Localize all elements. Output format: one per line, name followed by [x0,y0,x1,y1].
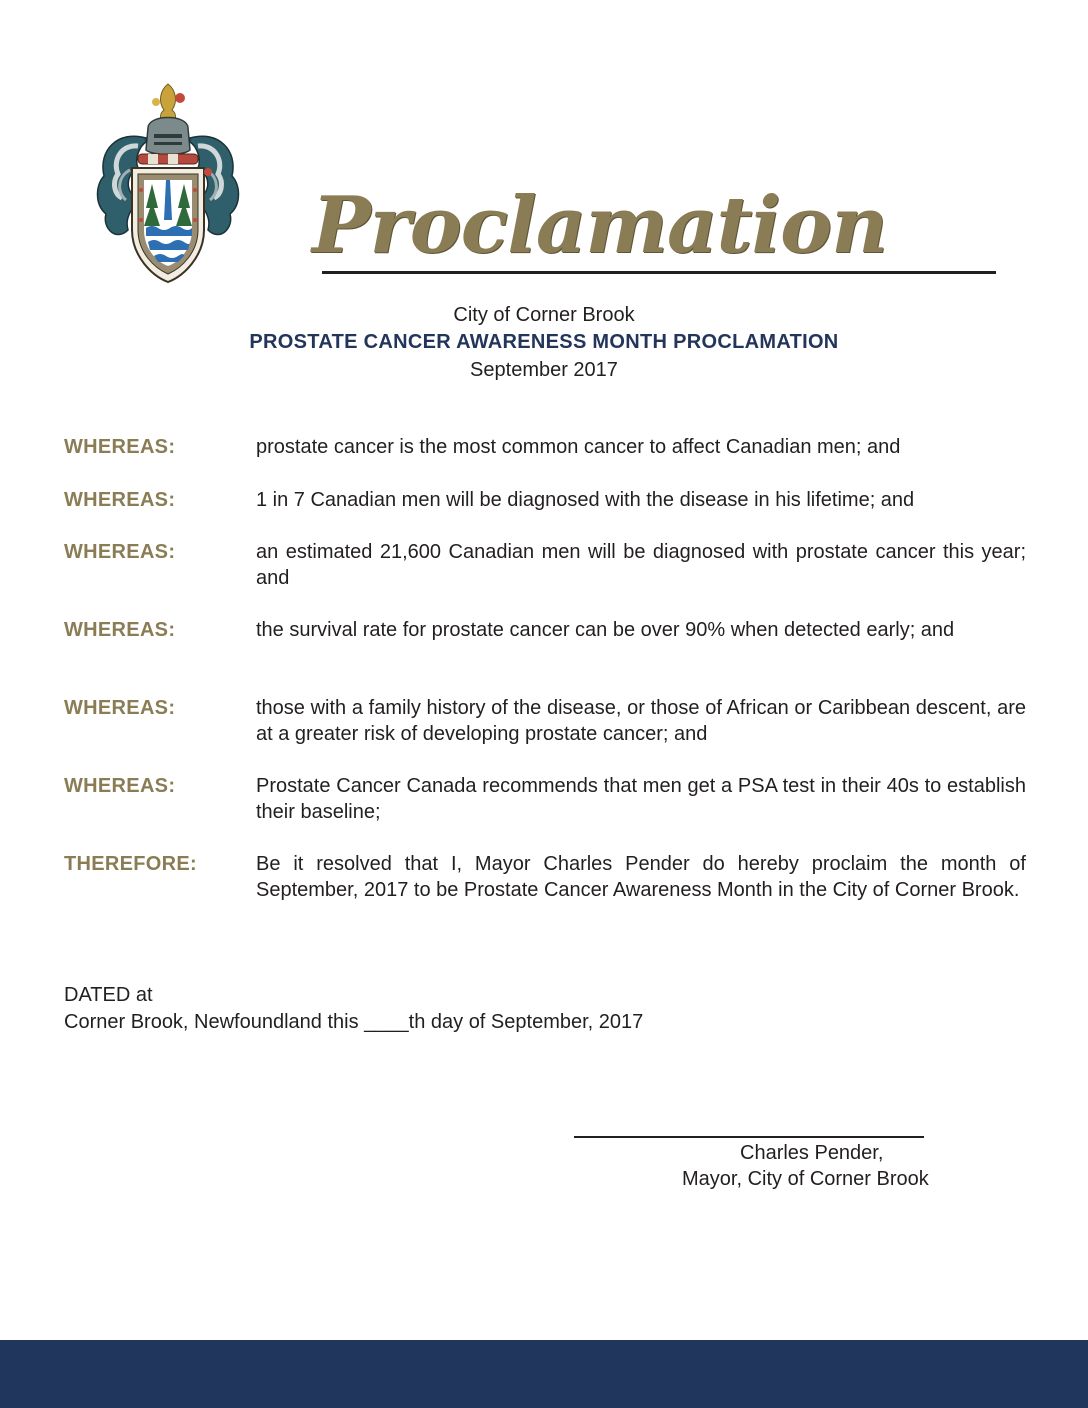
clause-label: WHEREAS: [64,775,176,797]
dated-line-2: Corner Brook, Newfoundland this ____th day of September, 2017 [64,1011,644,1033]
clause-text: prostate cancer is the most common cancer to affect Canadian men; and [256,436,901,458]
clause-label: WHEREAS: [64,619,176,641]
clause-label: WHEREAS: [64,541,176,563]
proclamation-title: PROSTATE CANCER AWARENESS MONTH PROCLAMATION [249,331,839,353]
footer-band [0,1340,1088,1408]
signatory-name: Charles Pender, [740,1142,884,1164]
document-title: Proclamation [312,180,887,271]
city-name: City of Corner Brook [453,304,635,326]
clause-text: the survival rate for prostate cancer can be over 90% when detected early; and [256,619,955,641]
signatory-title: Mayor, City of Corner Brook [682,1168,929,1190]
clause-label: WHEREAS: [64,436,176,458]
clause-text: Be it resolved that I, Mayor Charles Pender do hereby proclaim the month of September, 2017 to be Prostate Cancer Awareness Month in the City of Corner Brook. [256,853,1026,901]
proclamation-date: September 2017 [470,359,618,381]
clause-text: 1 in 7 Canadian men will be diagnosed with the disease in his lifetime; and [256,489,915,511]
coat-of-arms-icon [88,80,248,286]
title-divider [322,271,996,274]
signature-line [574,1136,924,1138]
clause-text: Prostate Cancer Canada recommends that men get a PSA test in their 40s to establish their baseline; [256,775,1026,823]
clause-label: WHEREAS: [64,489,176,511]
clause-label: THEREFORE: [64,853,197,875]
dated-line-1: DATED at [64,984,153,1006]
clause-label: WHEREAS: [64,697,176,719]
clause-text: those with a family history of the disease, or those of African or Caribbean descent, are at a greater risk of developing prostate cancer; and [256,697,1026,745]
dated-block [64,982,643,1036]
clause-text: an estimated 21,600 Canadian men will be diagnosed with prostate cancer this year; and [256,541,1026,589]
